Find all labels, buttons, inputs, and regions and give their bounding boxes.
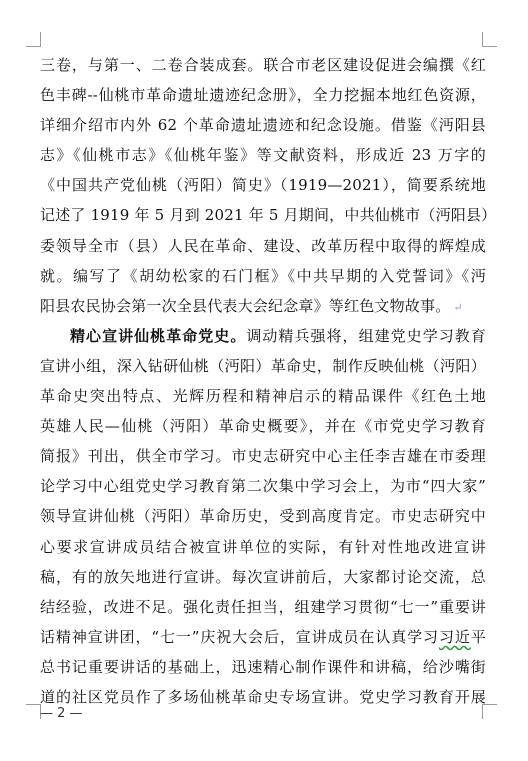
text-line: 志》《仙桃市志》《仙桃年鉴》等文献资料，形成近 23 万字的: [40, 146, 486, 165]
crop-mark-top-right: [482, 32, 497, 47]
text-line: 阳县农民协会第一次全县代表大会纪念章》等红色文物故事。 ↵: [40, 296, 463, 315]
text-line: 记述了 1919 年 5 月到 2021 年 5 月期间，中共仙桃市（沔阳县）: [40, 206, 497, 225]
text-line: 宣讲小组，深入钻研仙桃（沔阳）革命史，制作反映仙桃（沔阳）: [40, 356, 486, 375]
text-line: 《中国共产党仙桃（沔阳）简史》（1919—2021），简要系统地: [40, 176, 486, 195]
text-line: 委领导全市（县）人民在革命、建设、改革历程中取得的辉煌成: [40, 236, 486, 255]
text-line: 详细介绍市内外 62 个革命遗址遗迹和纪念设施。借鉴《沔阳县: [40, 116, 486, 135]
text-line: 色丰碑--仙桃市革命遗址遗迹纪念册》，全力挖掘本地红色资源，: [40, 86, 486, 105]
text-line: 总书记重要讲话的基础上，迅速精心制作课件和讲稿，给沙嘴街: [40, 657, 486, 676]
paragraph-mark: ↵: [453, 300, 463, 314]
text-line: 简报》刊出，供全市学习。市史志研究中心主任李吉雄在市委理: [40, 447, 486, 466]
text-line: 革命史突出特点、光辉历程和精神启示的精品课件《红色土地: [40, 387, 486, 406]
section-heading: 精心宣讲仙桃革命党史。: [70, 326, 247, 345]
crop-mark-bottom-left: [26, 704, 41, 719]
text-line: 心要求宣讲成员结合被宣讲单位的实际，有针对性地改进宣讲: [40, 537, 486, 556]
text-line: 稿，有的放矢地进行宣讲。每次宣讲前后，大家都讨论交流，总: [40, 567, 486, 586]
text-line: 话精神宣讲团，“七一”庆祝大会后，宣讲成员在认真学习习近平: [40, 627, 486, 646]
text-line: 结经验，改进不足。强化责任担当，组建学习贯彻“七一”重要讲: [40, 597, 486, 616]
crop-mark-top-left: [26, 32, 41, 47]
text-line: 论学习中心组党史学习教育第二次集中学习会上，为市“四大家”: [40, 477, 486, 496]
text-line: 道的社区党员作了多场仙桃革命史专场宣讲。党史学习教育开展: [40, 687, 486, 706]
text-line: 领导宣讲仙桃（沔阳）革命历史，受到高度肯定。市史志研究中: [40, 507, 486, 526]
text-line: 三卷，与第一、二卷合装成套。联合市老区建设促进会编撰《红: [40, 56, 486, 74]
text-line: 就。编写了《胡幼松家的石门框》《中共早期的入党誓词》《沔: [40, 266, 486, 285]
text-line: 精心宣讲仙桃革命党史。调动精兵强将，组建党史学习教育: [70, 326, 486, 345]
page-number: — 2 —: [40, 706, 83, 721]
body-text: [40, 50, 497, 712]
spellcheck-underline: 习近: [438, 627, 471, 646]
text-line: 英雄人民—仙桃（沔阳）革命史概要》，并在《市党史学习教育: [40, 417, 486, 436]
